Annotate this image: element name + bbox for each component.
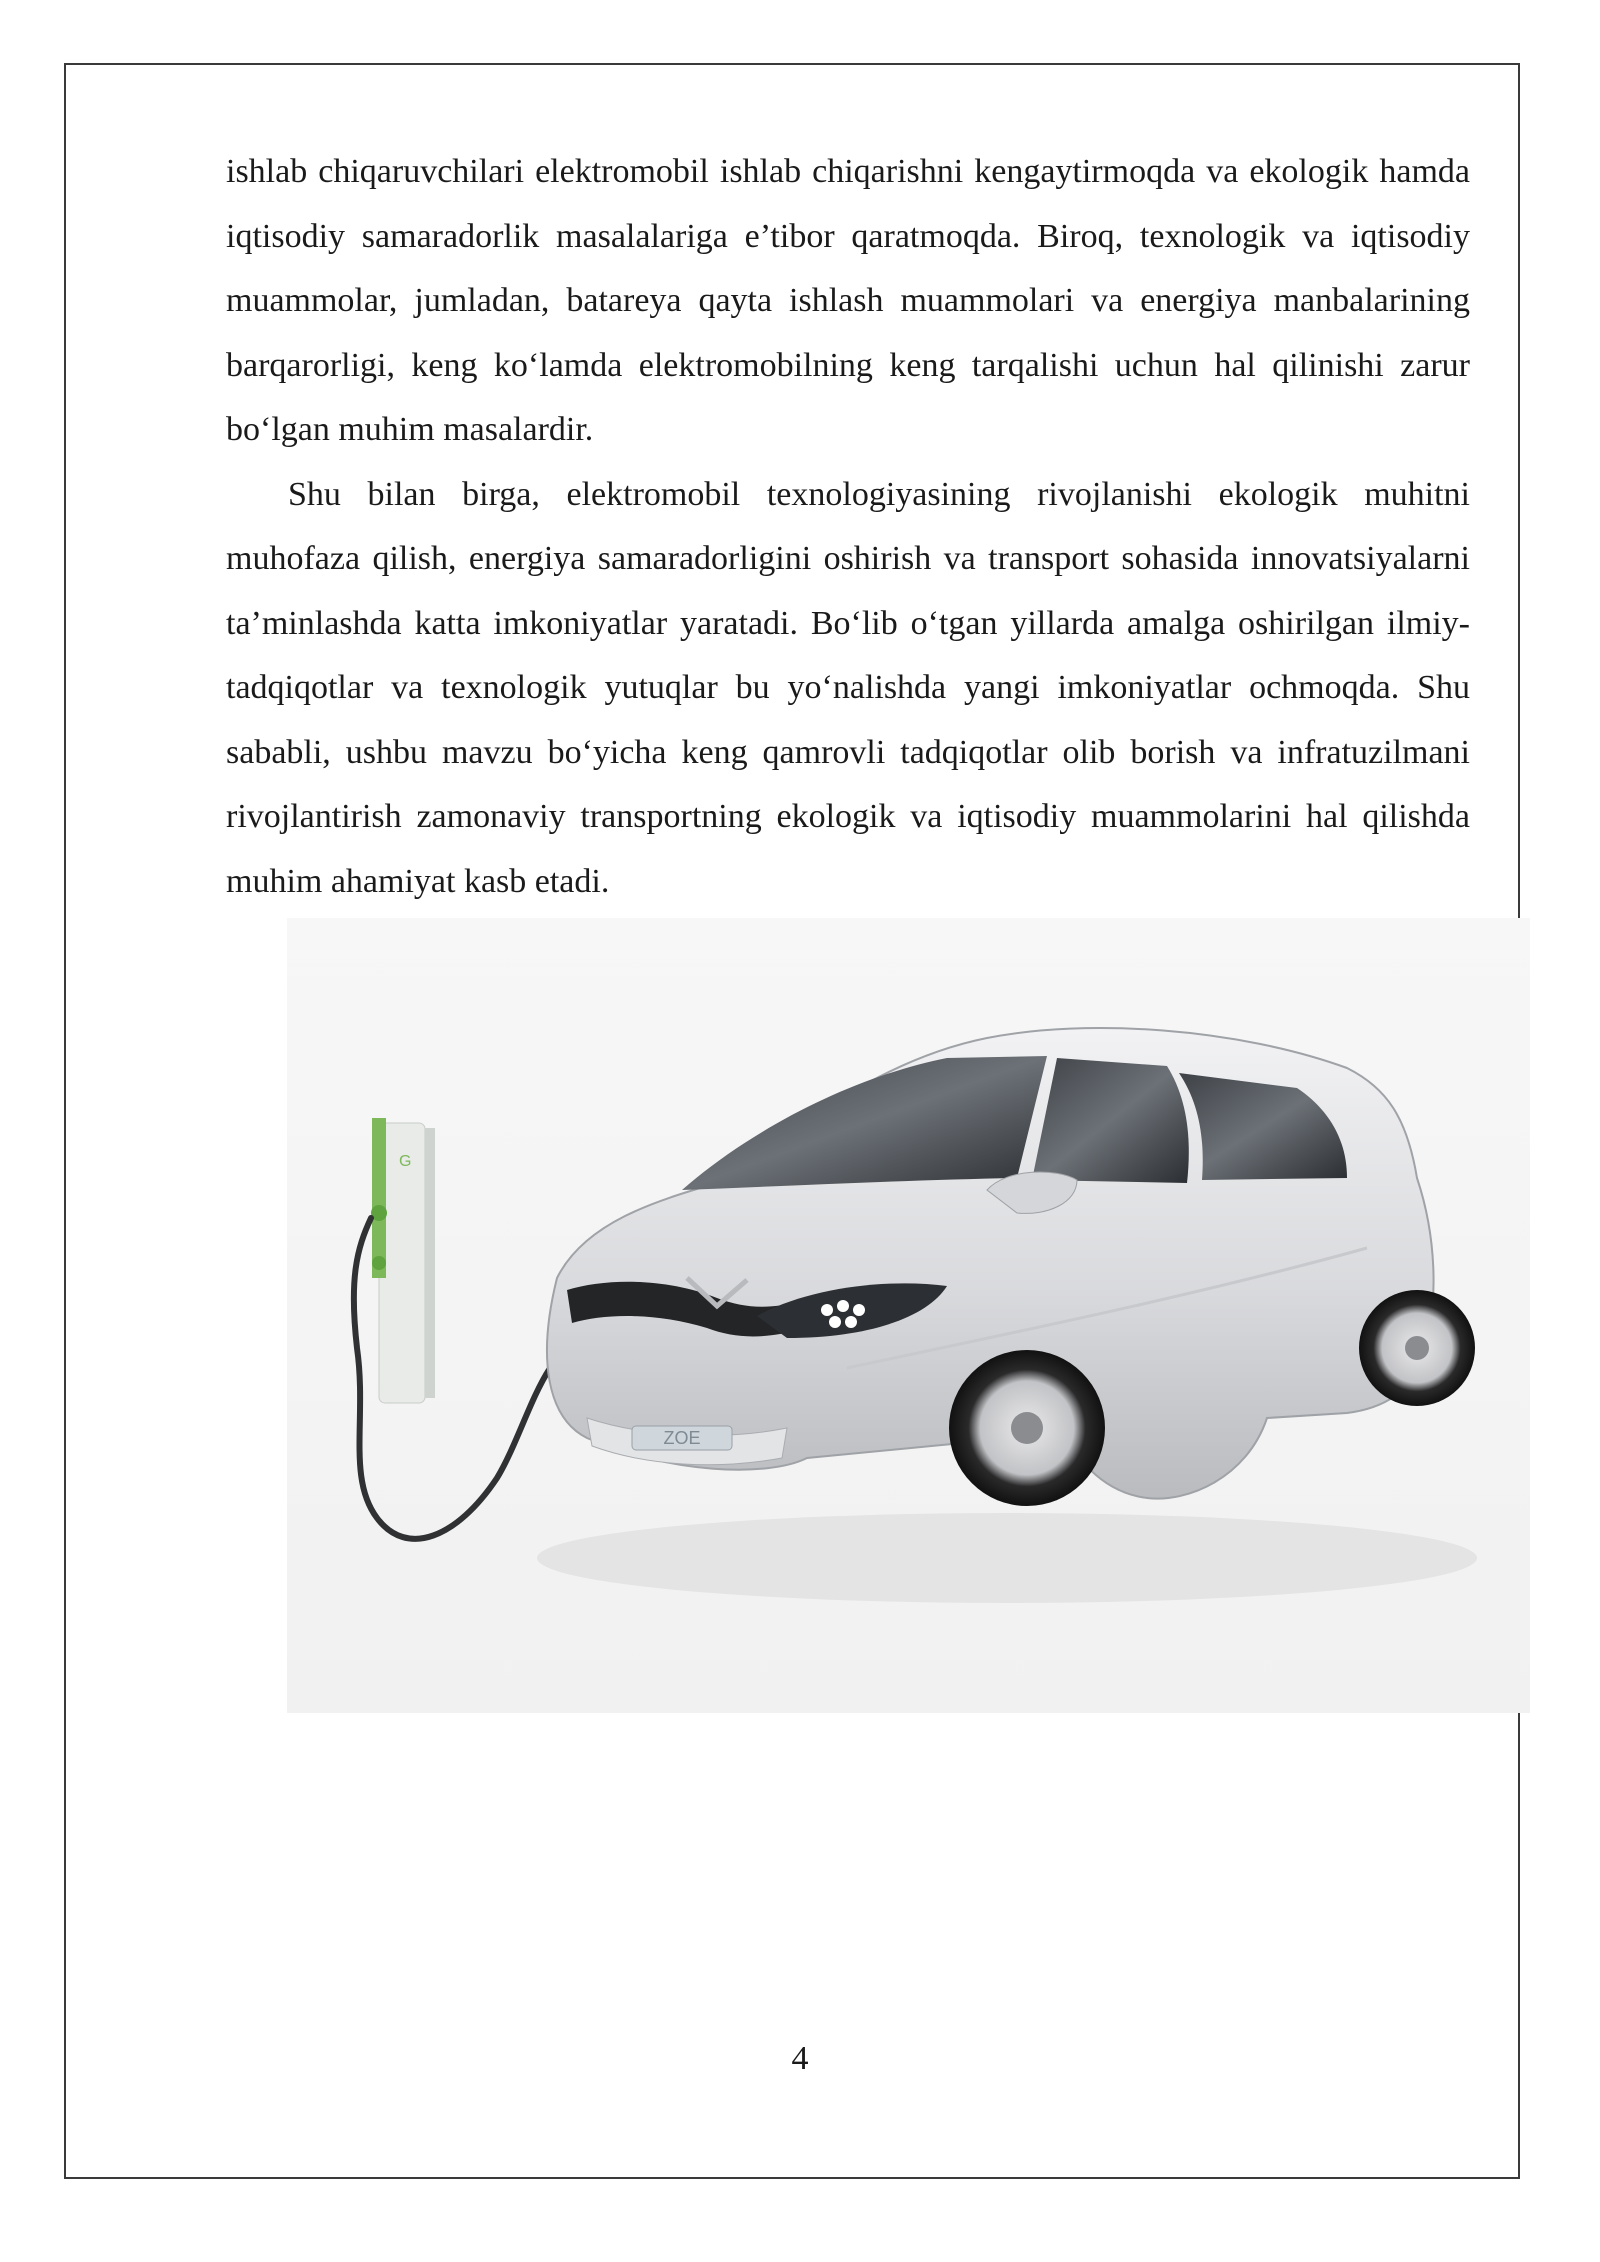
car-badge-text: ZOE xyxy=(663,1428,701,1448)
page-number: 4 xyxy=(791,2040,809,2077)
body-text xyxy=(226,140,1470,914)
svg-text:G: G xyxy=(399,1153,412,1170)
paragraph-1: ishlab chiqaruvchilari elektromobil ishlab chiqarishni kengaytirmoqda va ekologik hamda iqtisodiy samaradorlik masalalariga e’tibor qaratmoqda. Biroq, texnologik va iqtisodiy muammolar, jumladan, batareya qayta ishlash muammolari va energiya manbalarining barqarorligi, keng ko‘lamda elektromobilning keng tarqalishi uchun hal qilinishi zarur bo‘lgan muhim masalardir. xyxy=(226,153,1470,448)
paragraph-2: Shu bilan birga, elektromobil texnologiyasining rivojlanishi ekologik muhitni muhofaza qilish, energiya samaradorligini oshirish va transport sohasida innovatsiyalarni ta’minlashda katta imkoniyatlar yaratadi. Bo‘lib o‘tgan yillarda amalga oshirilgan ilmiy-tadqiqotlar va texnologik yutuqlar bu yo‘nalishda yangi imkoniyatlar ochmoqda. Shu sababli, ushbu mavzu bo‘yicha keng qamrovli tadqiqotlar olib borish va infratuzilmani rivojlantirish zamonaviy transportning ekologik va iqtisodiy muammolarini hal qilishda muhim ahamiyat kasb etadi. xyxy=(226,475,1470,900)
electric-car-charging-image xyxy=(287,918,1530,1713)
